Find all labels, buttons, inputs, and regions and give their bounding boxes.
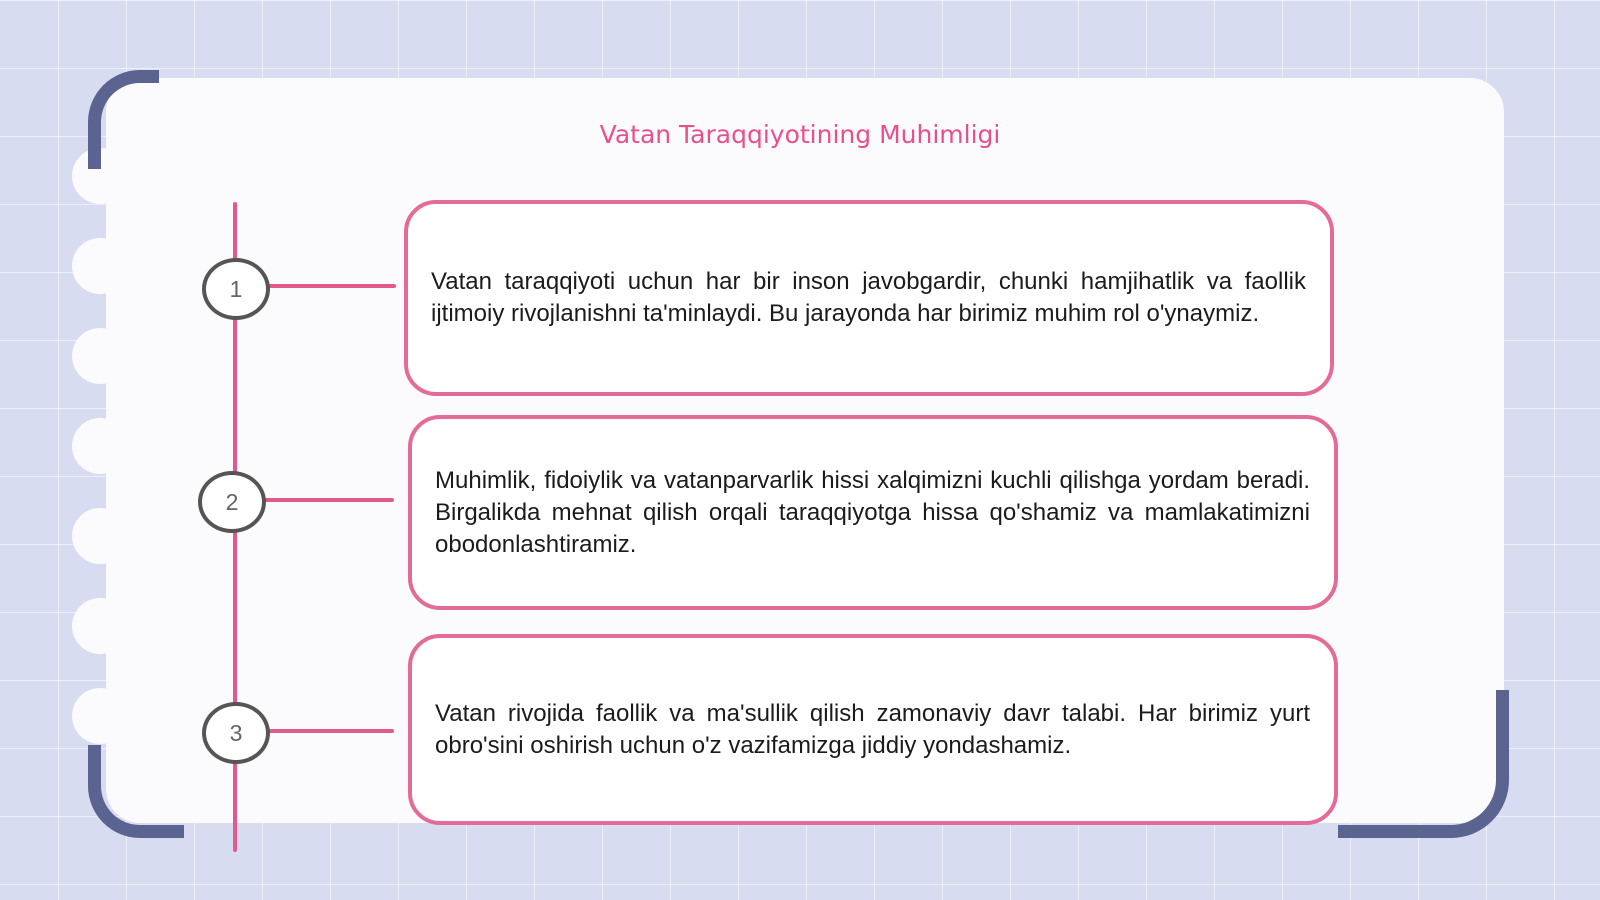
timeline-connector-2 [264, 498, 394, 502]
notebook-scallop [72, 238, 128, 294]
notebook-scallop [72, 598, 128, 654]
notebook-scallop [72, 418, 128, 474]
timeline-text-3: Vatan rivojida faollik va ma'sullik qilish zamonaviy davr talabi. Har birimiz yurt obro'sini oshirish uchun o'z vazifamizga jiddiy yondashamiz. [435, 699, 1310, 759]
notebook-scallop [72, 328, 128, 384]
timeline-box-3 [408, 634, 1338, 825]
timeline-node-1: 1 [202, 258, 270, 320]
timeline-node-2: 2 [198, 471, 266, 533]
timeline-box-1 [404, 200, 1334, 396]
corner-bracket-bottom-left [88, 745, 184, 838]
timeline-text-1: Vatan taraqqiyoti uchun har bir inson javobgardir, chunki hamjihatlik va faollik ijtimoiy rivojlanishni ta'minlaydi. Bu jarayonda har birimiz muhim rol o'ynaymiz. [431, 268, 1306, 327]
timeline-text-2: Muhimlik, fidoiylik va vatanparvarlik hissi xalqimizni kuchli qilishga yordam beradi. Birgalikda mehnat qilish orqali taraqqiyotga hissa qo'shamiz va mamlakatimizni obodonlashtiramiz. [435, 466, 1310, 558]
notebook-scallop [72, 508, 128, 564]
notebook-scallop [72, 688, 128, 744]
timeline-box-2 [408, 415, 1338, 610]
timeline-connector-1 [268, 284, 396, 288]
corner-bracket-bottom-right [1338, 690, 1509, 838]
timeline-node-3: 3 [202, 702, 270, 764]
timeline-connector-3 [268, 729, 394, 733]
slide-title: Vatan Taraqqiyotining Muhimligi [599, 120, 1001, 149]
